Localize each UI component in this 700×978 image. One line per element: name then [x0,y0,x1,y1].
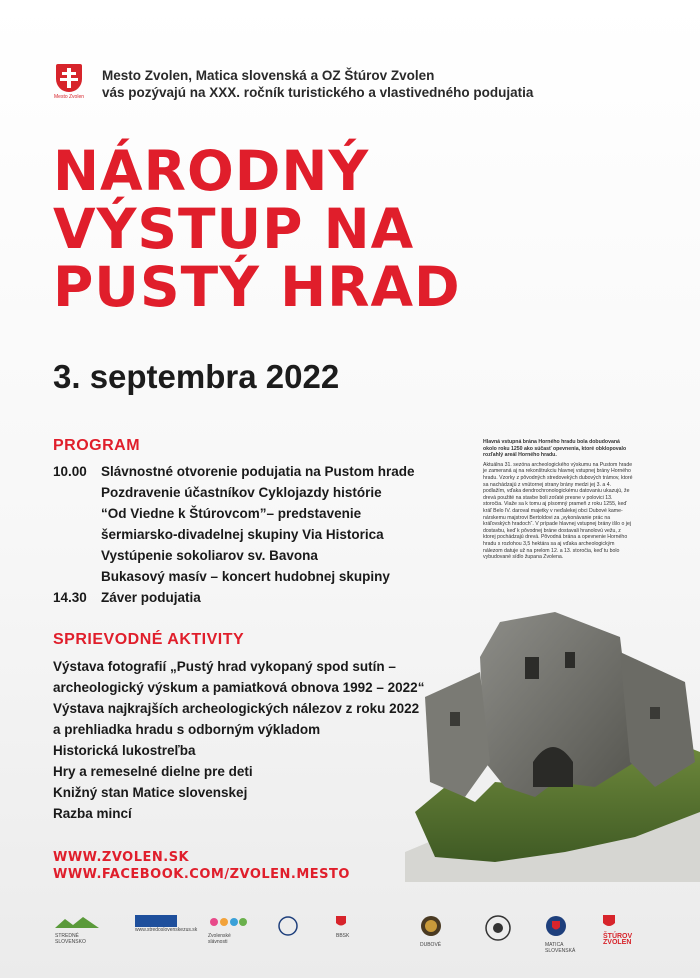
program-text: “Od Viedne k Štúrovcom”– predstavenie [101,506,362,521]
badge-icon [420,915,442,937]
title-line-1: NÁRODNÝ [53,139,370,203]
activities-list [53,656,424,824]
program-list [53,461,415,608]
program-text: Vystúpenie sokoliarov sv. Bavona [101,548,318,563]
program-item [53,587,415,608]
activity-line: Hry a remeselné dielne pre deti [53,764,253,779]
shield-icon [56,64,82,92]
rectangle-icon [135,915,177,927]
program-text: Slávnostné otvorenie podujatia na Pustom hrade [101,464,415,479]
activities-heading: SPRIEVODNÉ AKTIVITY [53,631,245,648]
zvolen-crest-logo [54,64,84,100]
partner-logo: STREDNÉ SLOVENSKO [55,915,99,945]
program-item [53,482,415,503]
program-time: 10.00 [53,464,87,479]
photo-caption [483,439,633,561]
crest-label: Mesto Zvolen [54,94,85,100]
title-line-3: PUSTÝ HRAD [53,255,461,319]
program-time [53,566,101,587]
program-item [53,566,415,587]
castle-ruin-image [405,612,700,882]
facebook-link[interactable]: WWW.FACEBOOK.COM/ZVOLEN.MESTO [53,867,350,882]
caption-body: Aktuálna 31. sezóna archeologického výskumu na Pustom hrade je zameraná aj na rekonštrukciu hlavnej vstupnej brány Horného hradu. Vzorky z pôvodných stredovekých dubových trámov, ktoré sa nachádzajú z vnútornej strany brány medzi jej 3. a 4. podlažím, vďaka dendrochronologickému datovaniu ukazujú, že drevá použité na stavbe boli zoťaté presne v polovici 13. storočia. Viaže sa k tomu aj písomný prameň z roku 1255, keď kráľ Belo IV. daroval majetky v neďalekej obci Dubové kame-nárskemu majstrovi Bertoldovi za „vykonávanie prác na kráľovských hradoch“. V prípade hlavnej vstupnej brány išlo o jej dostavbu, keď k pôvodnej bráne dostavali hranolovú vežu, z ktorej pochádzajú drevá. Pôvodná brána a opevnenie Horného hradu s rozlohou 3,5 hektára sa aj vďaka archeologickým nálezom datuje už na prelom 12. a 13. storočia, keď tu bolo vybudované sídlo župana Zvolena. [483,461,633,561]
program-text: Záver podujatia [101,590,201,605]
program-item [53,461,415,482]
activity-line: Knižný stan Matice slovenskej [53,785,248,800]
invitation-line-1: Mesto Zvolen, Matica slovenská a OZ Štúrov Zvolen [102,68,435,83]
partner-logo [485,915,511,946]
matica-icon [545,915,567,937]
activity-line: Razba mincí [53,806,132,821]
activity-line: a prehliadka hradu s odborným výkladom [53,722,321,737]
program-item [53,545,415,566]
partner-logo: ŠTÚROV ZVOLEN [603,915,648,946]
program-time: 14.30 [53,590,87,605]
event-date: 3. septembra 2022 [53,358,340,395]
program-heading: PROGRAM [53,437,141,454]
program-item [53,524,415,545]
program-item [53,503,415,524]
partner-logo: MATICA SLOVENSKÁ [545,915,575,954]
activity-line: archeologický výskum a pamiatková obnova 1992 – 2022“ [53,680,425,695]
activity-line: Výstava najkrajších archeologických nálezov z roku 2022 [53,701,420,716]
caption-lead: Hlavná vstupná brána Horného hradu bola dobudovaná okolo roku 1250 ako súčasť opevnenia, ktoré obklopovalo rozľahlý areál Horného hradu. [483,439,627,459]
partner-logo: BBSK [336,915,392,939]
invitation-text [102,67,533,101]
mountain-icon [55,916,99,928]
round-seal-icon [485,915,511,941]
activity-line: Výstava fotografií „Pustý hrad vykopaný spod sutín – [53,659,396,674]
partner-logo: Zvolenské slávnosti [208,915,248,945]
program-text: šermiarsko-divadelnej skupiny Via Historica [101,527,384,542]
program-time [53,482,101,503]
partner-logo: www.stredoslovenskezus.sk [135,915,179,933]
partner-logo [278,915,298,942]
shield-icon [603,915,615,929]
seal-icon [278,915,298,937]
activity-line: Historická lukostreľba [53,743,196,758]
program-time [53,524,101,545]
partner-logos [0,915,700,965]
program-text: Pozdravenie účastníkov Cyklojazdy histórie [101,485,382,500]
coat-of-arms-icon [336,916,346,928]
website-link[interactable]: WWW.ZVOLEN.SK [53,850,190,865]
program-time [53,545,101,566]
program-text: Bukasový masív – koncert hudobnej skupiny [101,569,390,584]
event-title [53,139,461,319]
partner-logo: DUBOVÉ [420,915,442,948]
program-time [53,503,101,524]
web-links [53,849,350,883]
title-line-2: VÝSTUP NA [53,197,415,261]
dots-icon [208,916,248,928]
invitation-line-2: vás pozývajú na XXX. ročník turistického a vlastivedného podujatia [102,85,534,100]
